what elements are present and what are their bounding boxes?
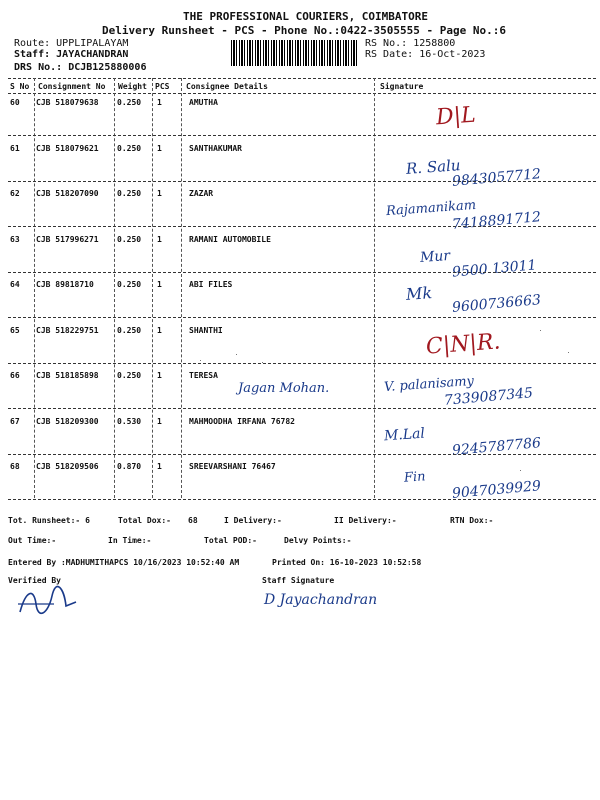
row-handwritten-phone: 9500 13011: [451, 256, 538, 281]
row-sno: 67: [10, 416, 20, 426]
row-consignee: RAMANI AUTOMOBILE: [189, 234, 271, 244]
row-handwritten-phone: 9843057712: [451, 165, 542, 190]
in-time: In Time:-: [108, 536, 152, 545]
row-consignee: ZAZAR: [189, 189, 214, 198]
row-signature: Mk: [405, 283, 433, 304]
col-header-consignment: Consignment No: [38, 82, 106, 91]
out-time: Out Time:-: [8, 536, 57, 545]
row-sno: 63: [10, 234, 20, 244]
company-name: THE PROFESSIONAL COURIERS, COIMBATORE: [183, 10, 429, 23]
row-handwritten-phone: 7339087345: [443, 385, 534, 409]
row-weight: 0.250: [117, 325, 142, 335]
col-header-signature: Signature: [380, 82, 424, 91]
rs-date-value: 16-Oct-2023: [419, 49, 486, 60]
verified-by-label: Verified By: [8, 576, 61, 585]
col-header-weight: Weight: [118, 82, 147, 91]
row-consignment-no: CJB 518079638: [36, 98, 99, 107]
tot-runsheet: Tot. Runsheet:- 6: [8, 516, 90, 525]
row-weight: 0.250: [117, 143, 142, 153]
row-sno: 62: [10, 189, 20, 198]
row-consignee: SANTHAKUMAR: [189, 143, 242, 153]
row-consignee: MAHMOODHA IRFANA 76782: [189, 416, 295, 426]
staff-signature-label: Staff Signature: [262, 576, 335, 585]
table-top-rule: [8, 78, 596, 79]
rs-date-label: RS Date:: [365, 49, 414, 60]
staff-signature-handwriting: D Jayachandran: [264, 592, 378, 608]
route-value: UPPLIPALAYAM: [56, 38, 129, 49]
row-rule: [8, 135, 596, 136]
row-rule: [8, 408, 596, 409]
row-sno: 65: [10, 325, 20, 335]
row-rule: [8, 272, 596, 273]
ii-delivery: II Delivery:-: [334, 516, 397, 525]
row-handwritten-phone: 9600736663: [451, 292, 542, 316]
row-rule: [8, 499, 596, 500]
row-consignment-no: CJB 518209506: [36, 462, 99, 471]
route-line: [14, 38, 128, 49]
row-signature: C|N|R.: [425, 328, 502, 360]
row-pcs: 1: [157, 462, 162, 471]
verified-signature-scribble: [14, 584, 84, 620]
row-weight: 0.530: [117, 416, 142, 426]
total-dox-label: Total Dox:-: [118, 516, 171, 525]
row-rule: [8, 226, 596, 227]
row-pcs: 1: [157, 280, 162, 289]
i-delivery: I Delivery:-: [224, 516, 282, 525]
rs-no-line: [365, 38, 455, 49]
row-pcs: 1: [157, 143, 162, 153]
row-weight: 0.250: [117, 98, 142, 107]
row-consignee: SREEVARSHANI 76467: [189, 462, 276, 471]
row-consignment-no: CJB 518229751: [36, 325, 99, 335]
row-sno: 61: [10, 143, 20, 153]
barcode-image: [231, 40, 357, 66]
col-header-pcs: PCS: [155, 82, 170, 91]
row-sno: 60: [10, 98, 20, 107]
row-signature: R. Salu: [405, 155, 462, 178]
rs-no-value: 1258800: [413, 38, 456, 49]
col-divider: [181, 78, 182, 498]
drs-value: DCJB125880006: [68, 62, 147, 73]
row-pcs: 1: [157, 234, 162, 244]
row-consignee: AMUTHA: [189, 98, 218, 107]
row-rule: [8, 181, 596, 182]
row-weight: 0.250: [117, 234, 142, 244]
row-rule: [8, 454, 596, 455]
row-consignment-no: CJB 518185898: [36, 371, 99, 380]
total-pod: Total POD:-: [204, 536, 257, 545]
row-signature: D|L: [435, 102, 477, 131]
runsheet-title: Delivery Runsheet - PCS - Phone No.:0422-3505555 - Page No.:6: [102, 24, 506, 37]
row-weight: 0.250: [117, 189, 142, 198]
row-signature: M.Lal: [383, 425, 426, 444]
staff-line: [14, 49, 128, 60]
col-header-sno: S No: [10, 82, 30, 91]
row-pcs: 1: [157, 416, 162, 426]
col-divider: [152, 78, 153, 498]
row-handwritten-phone: 9047039929: [451, 478, 542, 502]
row-consignee: SHANTHI: [189, 325, 223, 335]
table-header-rule: [8, 93, 596, 94]
row-signature: Mur: [419, 247, 451, 266]
row-consignee: TERESA: [189, 371, 218, 380]
row-weight: 0.870: [117, 462, 142, 471]
row-signature: Fin: [403, 469, 427, 486]
row-weight: 0.250: [117, 280, 142, 289]
row-handwritten-phone: 9245787786: [451, 434, 542, 459]
row-sno: 68: [10, 462, 20, 471]
staff-value: JAYACHANDRAN: [56, 49, 129, 60]
delvy-points: Delvy Points:-: [284, 536, 352, 545]
col-divider: [374, 78, 375, 498]
col-divider: [114, 78, 115, 498]
rs-no-label: RS No.:: [365, 38, 408, 49]
staff-label: Staff:: [14, 49, 51, 60]
row-signature: V. palanisamy: [383, 373, 475, 396]
rs-date-line: [365, 49, 485, 60]
row-consignment-no: CJB 517996271: [36, 234, 99, 244]
row-sno: 66: [10, 371, 20, 380]
rtn-dox: RTN Dox:-: [450, 516, 494, 525]
drs-line: [14, 62, 146, 73]
row-consignment-no: CJB 518207090: [36, 189, 99, 198]
row-consignment-no: CJB 89818710: [36, 280, 94, 289]
row-handwritten-phone: 7418891712: [451, 209, 542, 233]
drs-label: DRS No.:: [14, 62, 63, 73]
col-divider: [34, 78, 35, 498]
row-pcs: 1: [157, 189, 162, 198]
row-pcs: 1: [157, 98, 162, 107]
row-handwritten-note: Jagan Mohan.: [238, 381, 330, 396]
col-header-consignee: Consignee Details: [186, 82, 268, 91]
row-sno: 64: [10, 280, 20, 289]
row-consignee: ABI FILES: [189, 280, 233, 289]
total-dox-value: 68: [188, 516, 198, 525]
row-consignment-no: CJB 518209300: [36, 416, 99, 426]
row-signature: Rajamanikam: [385, 197, 477, 220]
row-rule: [8, 317, 596, 318]
route-label: Route:: [14, 38, 51, 49]
entered-by: Entered By :MADHUMITHAPCS 10/16/2023 10:52:40 AM: [8, 558, 240, 567]
row-rule: [8, 363, 596, 364]
printed-on: Printed On: 16-10-2023 10:52:58: [272, 558, 422, 567]
row-pcs: 1: [157, 371, 162, 380]
row-consignment-no: CJB 518079621: [36, 143, 99, 153]
row-weight: 0.250: [117, 371, 142, 380]
row-pcs: 1: [157, 325, 162, 335]
